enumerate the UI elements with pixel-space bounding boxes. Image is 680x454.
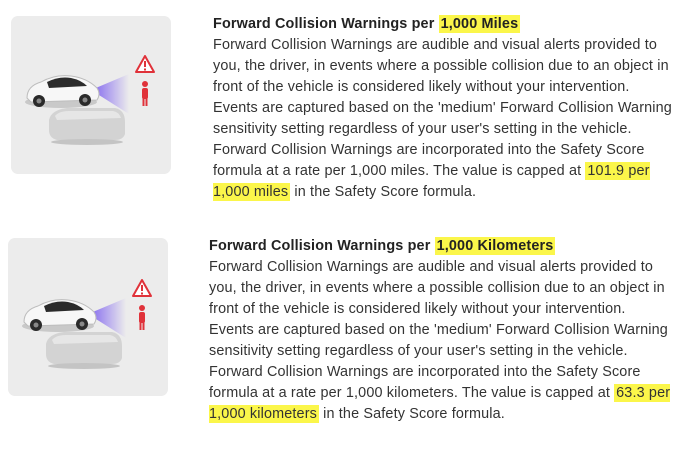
fcw-km-title (209, 236, 673, 257)
fcw-km-description (209, 236, 673, 425)
title-text: Forward Collision Warnings per (213, 16, 439, 32)
pedestrian-icon (142, 81, 148, 106)
body-suffix: in the Safety Score formula. (290, 184, 477, 200)
warning-triangle-icon (133, 280, 151, 296)
title-highlight: 1,000 Miles (440, 16, 519, 32)
warning-triangle-icon (136, 56, 154, 72)
fcw-scene-svg (11, 16, 171, 174)
cap-highlight: 63.3 per 1,000 kilometers (209, 385, 671, 422)
fcw-miles-title (213, 14, 673, 35)
body-text: Forward Collision Warnings are audible and visual alerts provided to you, the driver, in events where a possible collision due to an object in front of the vehicle is considered likely without your intervention. Events are captured based on the 'medium' Forward Collision Warning sensitivity setting regardless of your user's setting in the vehicle. Forward Collision Warnings are incorporated into the Safety Score formula at a rate per 1,000 kilometers. The value is capped at (209, 259, 668, 401)
pedestrian-icon (139, 305, 145, 330)
vehicle-icon (49, 108, 125, 145)
fcw-illustration (11, 16, 171, 174)
fcw-scene-svg (8, 238, 168, 396)
fcw-km-body (209, 257, 673, 425)
vehicle-icon (46, 332, 122, 369)
title-highlight: 1,000 Kilometers (436, 238, 554, 254)
fcw-miles-description (213, 14, 673, 203)
body-text: Forward Collision Warnings are audible and visual alerts provided to you, the driver, in events where a possible collision due to an object in front of the vehicle is considered likely without your intervention. Events are captured based on the 'medium' Forward Collision Warning sensitivity setting regardless of your user's setting in the vehicle. Forward Collision Warnings are incorporated into the Safety Score formula at a rate per 1,000 miles. The value is capped at (213, 37, 672, 179)
fcw-km-section (0, 228, 680, 454)
fcw-miles-body (213, 35, 673, 203)
title-text: Forward Collision Warnings per (209, 238, 435, 254)
fcw-illustration (8, 238, 168, 396)
car-icon (25, 76, 99, 108)
cap-highlight: 101.9 per 1,000 miles (213, 163, 650, 200)
body-suffix: in the Safety Score formula. (318, 406, 505, 422)
car-icon (22, 300, 96, 332)
